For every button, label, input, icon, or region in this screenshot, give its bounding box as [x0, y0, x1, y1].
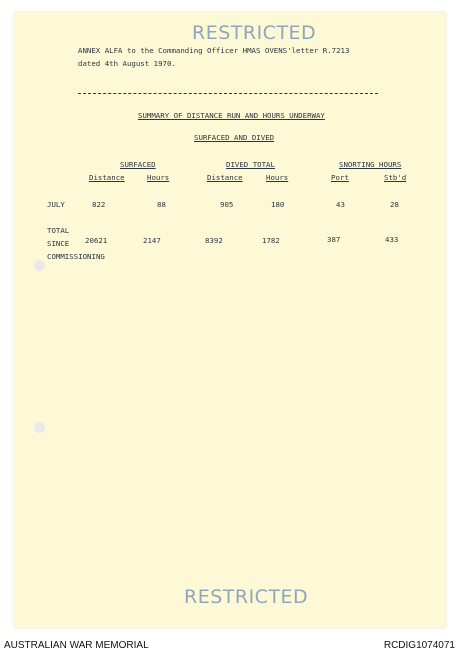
table-cell: 1782 — [262, 236, 280, 245]
page-speck — [34, 422, 45, 433]
row-label-since: SINCE — [47, 239, 70, 248]
document-page — [14, 12, 446, 628]
group-header-surfaced: SURFACED — [120, 160, 156, 169]
column-header-port: Port — [331, 173, 349, 182]
table-cell: 2147 — [143, 236, 161, 245]
restricted-stamp-top: RESTRICTED — [192, 22, 317, 44]
document-subtitle: SURFACED AND DIVED — [194, 133, 275, 142]
footer-source: AUSTRALIAN WAR MEMORIAL — [4, 640, 149, 651]
header-line-1: ANNEX ALFA to the Commanding Officer HMAS OVENS'letter R.7213 — [78, 46, 350, 55]
restricted-stamp-bottom: RESTRICTED — [184, 586, 309, 608]
column-header-surfaced-distance: Distance — [89, 173, 125, 182]
footer-item-id: RCDIG1074071 — [383, 640, 455, 651]
row-label-july: JULY — [47, 200, 65, 209]
row-label-total: TOTAL — [47, 226, 70, 235]
column-header-surfaced-hours: Hours — [147, 173, 170, 182]
group-header-dived-total: DIVED TOTAL — [226, 160, 275, 169]
table-cell: 822 — [92, 200, 106, 209]
table-cell: 387 — [327, 235, 341, 244]
document-title: SUMMARY OF DISTANCE RUN AND HOURS UNDERWAY — [138, 111, 325, 120]
table-cell: 8392 — [205, 236, 223, 245]
table-cell: 88 — [157, 200, 166, 209]
column-header-starboard: Stb'd — [384, 173, 407, 182]
dashed-rule — [78, 93, 378, 94]
page-speck — [34, 260, 45, 271]
column-header-dived-distance: Distance — [207, 173, 243, 182]
header-line-2: dated 4th August 1970. — [78, 59, 176, 68]
table-cell: 28 — [390, 200, 399, 209]
table-cell: 433 — [385, 235, 399, 244]
column-header-dived-hours: Hours — [266, 173, 289, 182]
table-cell: 180 — [271, 200, 285, 209]
table-cell: 20621 — [85, 236, 108, 245]
row-label-commissioning: COMMISSIONING — [47, 252, 105, 261]
table-cell: 905 — [220, 200, 234, 209]
group-header-snorting-hours: SNORTING HOURS — [339, 160, 402, 169]
table-cell: 43 — [336, 200, 345, 209]
